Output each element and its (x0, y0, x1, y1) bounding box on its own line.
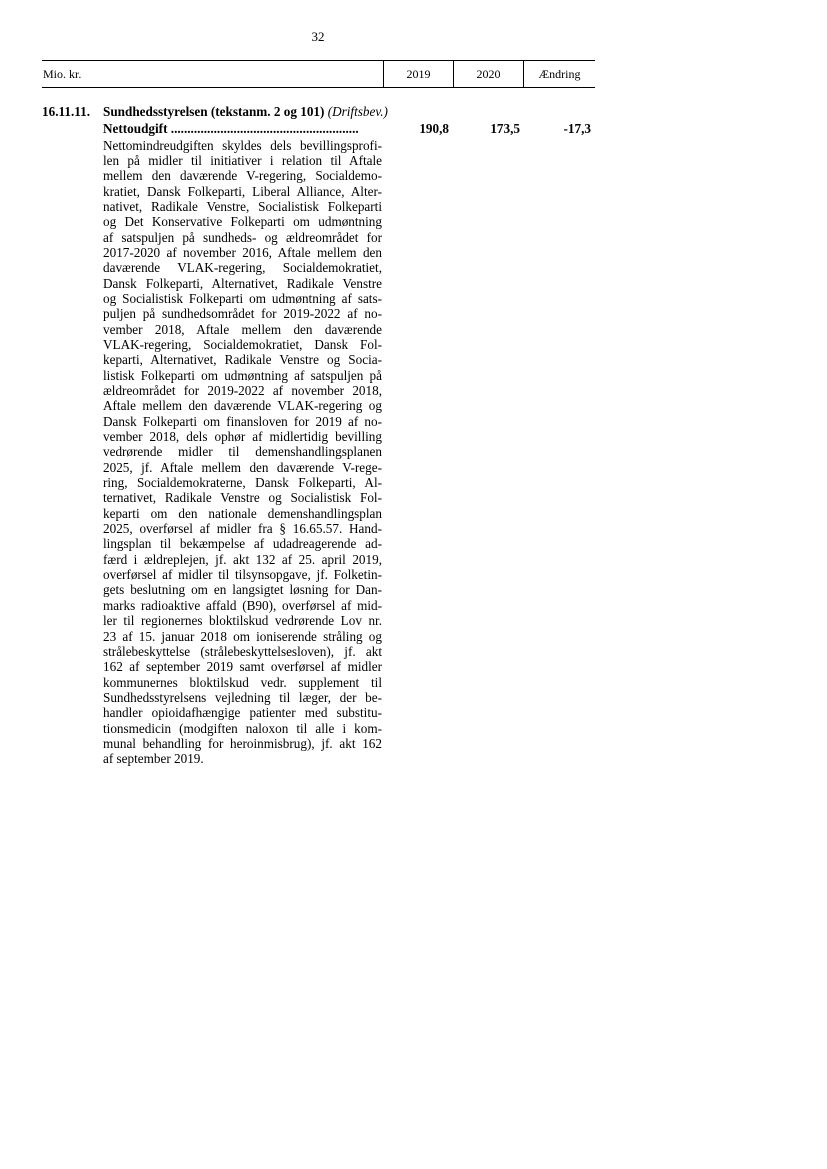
paragraph-line: keparti om den nationale demenshandlingsplan (103, 505, 382, 521)
paragraph-line: 162 af september 2019 samt overførsel af midler (103, 659, 382, 675)
paragraph-line: marks radioaktive affald (B90), overførsel af mid- (103, 597, 382, 613)
paragraph-line: overførsel af midler til tilsynsopgave, jf. Folketin- (103, 567, 382, 583)
page-number: 32 (311, 29, 325, 44)
entry-title-subtype: (Driftsbev.) (327, 104, 388, 119)
paragraph-line: Aftale mellem den daværende VLAK-regering og (103, 398, 382, 414)
paragraph-line: Nettomindreudgiften skyldes dels bevillingsprofi- (103, 137, 382, 153)
value-change: -17,3 (563, 121, 591, 136)
paragraph-line: af september 2019. (103, 751, 204, 767)
paragraph-line: strålebeskyttelse (strålebeskyttelsesloven), jf. akt (103, 643, 382, 659)
entry-title-name: Sundhedsstyrelsen (tekstanm. 2 og 101) (103, 104, 325, 119)
paragraph-line: 23 af 15. januar 2018 om ioniserende stråling og (103, 628, 382, 644)
entry-number: 16.11.11. (42, 104, 90, 119)
net-expense-label: Nettoudgift (103, 121, 168, 136)
column-header-change: Ændring (538, 66, 581, 81)
paragraph-line: ternativet, Radikale Venstre og Socialistisk Fol- (103, 490, 382, 506)
paragraph-line: munal behandling for heroinmisbrug), jf. akt 162 (103, 735, 382, 751)
column-header-2019: 2019 (384, 61, 454, 87)
explanation-paragraph (103, 138, 382, 767)
paragraph-line: nativet, Radikale Venstre, Socialistisk Folkeparti (103, 198, 382, 214)
paragraph-line: vember 2018, dels ophør af midlertidig bevilling (103, 429, 382, 445)
paragraph-line: ring, Socialdemokraterne, Dansk Folkeparti, Al- (103, 475, 382, 491)
value-2020: 173,5 (490, 121, 520, 136)
paragraph-line: vedrørende midler til demenshandlingsplanen (103, 444, 382, 460)
paragraph-line: listisk Folkeparti om udmøntning af satspuljen på (103, 367, 382, 383)
column-header-row (42, 60, 595, 88)
paragraph-line: kratiet, Dansk Folkeparti, Liberal Alliance, Alter- (103, 183, 382, 199)
paragraph-line: færd i ældreplejen, jf. akt 132 af 25. april 2019, (103, 551, 382, 567)
paragraph-line: mellem den daværende V-regering, Socialdemo- (103, 168, 382, 184)
paragraph-line: gets beslutning om en langsigtet løsning for Dan- (103, 582, 382, 598)
paragraph-line: vember 2018, Aftale mellem den daværende (103, 321, 382, 337)
paragraph-line: kommunernes bloktilskud vedr. supplement til (103, 674, 382, 690)
paragraph-line: 2025, overførsel af midler fra § 16.65.57. Hand- (103, 521, 382, 537)
paragraph-line: 2017-2020 af november 2016, Aftale mellem den (103, 244, 382, 260)
paragraph-line: Dansk Folkeparti, Alternativet, Radikale Venstre (103, 275, 382, 291)
paragraph-line: 2025, jf. Aftale mellem den daværende V-rege- (103, 459, 382, 475)
value-2019: 190,8 (419, 121, 449, 136)
leader-dots: ......................................................... (170, 121, 359, 136)
paragraph-line: len på midler til initiativer i relation til Aftale (103, 152, 382, 168)
unit-label: Mio. kr. (42, 61, 384, 87)
paragraph-line: Dansk Folkeparti om finansloven for 2019 af no- (103, 413, 382, 429)
paragraph-line: ældreområdet for 2019-2022 af november 2018, (103, 383, 382, 398)
paragraph-line: puljen på sundhedsområdet for 2019-2022 af no- (103, 306, 382, 322)
paragraph-line: lingsplan til bekæmpelse af udadreagerende ad- (103, 536, 382, 552)
paragraph-line: Sundhedsstyrelsens vejledning til læger, der be- (103, 689, 382, 705)
paragraph-line: daværende VLAK-regering, Socialdemokratiet, (103, 260, 382, 276)
paragraph-line: og Det Konservative Folkeparti om udmøntning (103, 214, 382, 230)
paragraph-line: VLAK-regering, Socialdemokratiet, Dansk Fol- (103, 336, 382, 352)
paragraph-line: tionsmedicin (modgiften naloxon til alle i kom- (103, 720, 382, 736)
paragraph-line: ler til regionernes bloktilskud vedrørende Lov nr. (103, 613, 382, 629)
paragraph-line: og Socialistisk Folkeparti om udmøntning af sats- (103, 290, 382, 306)
paragraph-line: handler opioidafhængige patienter med substitu- (103, 705, 382, 721)
paragraph-line: keparti, Alternativet, Radikale Venstre og Socia- (103, 352, 382, 368)
entry-title (103, 104, 388, 120)
column-header-2020: 2020 (454, 61, 524, 87)
net-expense-label-row (103, 121, 384, 137)
paragraph-line: af satspuljen på sundheds- og ældreområdet for (103, 229, 382, 245)
